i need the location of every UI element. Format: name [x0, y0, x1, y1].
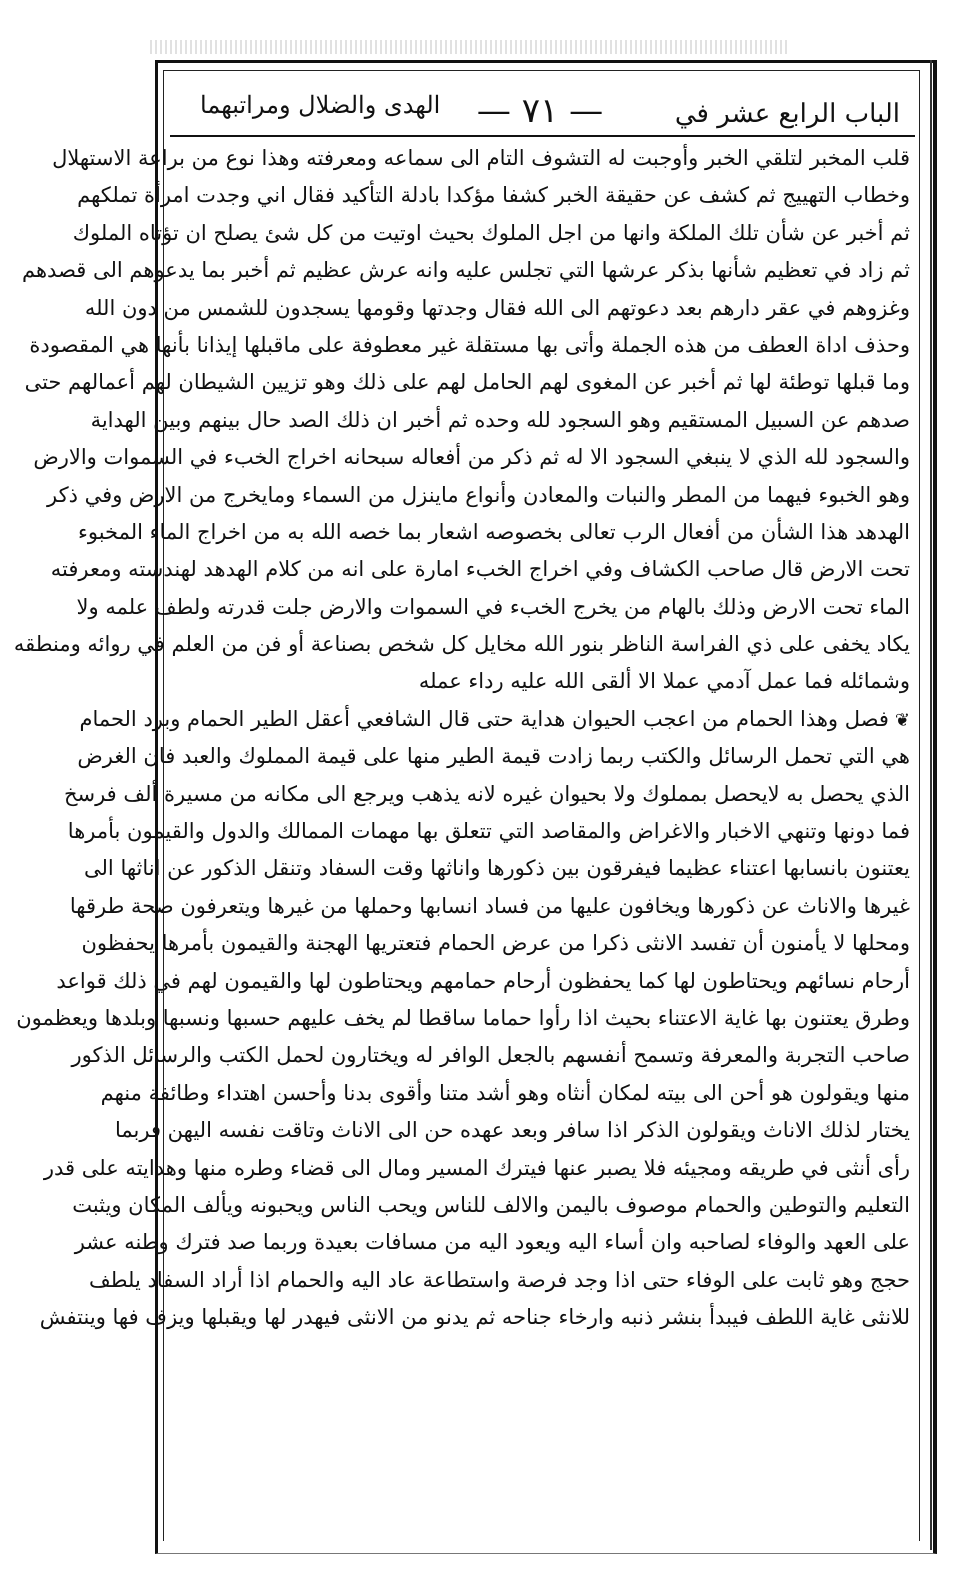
running-chapter-title: الباب الرابع عشر في: [674, 99, 900, 129]
text-line: والسجود لله الذي لا ينبغي السجود الا له ثم ذكر من أفعاله سبحانه اخراج الخبء في السموات والارض: [33, 445, 910, 470]
text-line: صاحب التجربة والمعرفة وتسمح أنفسهم بالجعل الوافر له ويختارون لحمل الكتب والرسائل الذكور: [71, 1043, 910, 1068]
text-line: التعليم والتوطين والحمام موصوف باليمن والالف للناس ويحب الناس ويحبونه ويألف المكان ويثبت: [72, 1192, 910, 1217]
text-line: على العهد والوفاء لصاحبه وان أساء اليه ويعود اليه من مسافات بعيدة وربما صد فترك وطنه عشر: [74, 1230, 910, 1255]
text-line: الهدهد هذا الشأن من أفعال الرب تعالى بخصوصه اشعار بما خصه الله به من اخراج الماء المخبوء: [77, 519, 910, 544]
text-line: ثم زاد في تعظيم شأنها بذكر عرشها التي تجلس عليه وانه عرش عظيم ثم أخبر بما يدعوهم الى قصدهم: [22, 258, 910, 283]
text-line: يختار لذلك الاناث ويقولون الذكر اذا سافر وبعد عهده حن الى الاناث وتاقت نفسه اليهن فربما: [114, 1118, 910, 1143]
text-line: وطرق يعتنون بها غاية الاعتناء بحيث اذا رأوا حماما ساقطا لم يخف عليهم حسبها ونسبها وبلدها ويعظمون: [16, 1005, 910, 1030]
text-line: يعتنون بانسابها اعتناء عظيما فيفرقون بين ذكورها واناثها وقت السفاد وتنقل الذكور عن اناثها الى: [84, 856, 910, 881]
text-line: تحت الارض قال صاحب الكشاف وفي اخراج الخبء امارة على انه من كلام الهدهد لهندسته ومعرفته: [50, 557, 910, 582]
frame-side-rule: [930, 60, 932, 1550]
text-line: قلب المخبر لتلقي الخبر وأوجبت له التشوف التام الى سماعه ومعرفته وهذا نوع من براعة الاستهلال: [52, 146, 910, 170]
text-line: صدهم عن السبيل المستقيم وهو السجود لله وحده ثم أخبر ان ذلك الصد حال بينهم وبين الهداية: [90, 407, 910, 432]
page-header: [170, 85, 910, 133]
text-line: ومحلها لا يأمنون أن تفسد الانثى ذكرا من عرض الحمام فتعتريها الهجنة والقيمون بأمرها يحفظون: [81, 931, 910, 956]
text-line: فصل وهذا الحمام من اعجب الحيوان هداية حتى قال الشافعي أعقل الطير الحمام وبرد الحمام: [79, 706, 889, 731]
text-line: للانثى غاية اللطف فيبدأ بنشر ذنبه وارخاء جناحه ثم يدنو من الانثى فيهدر لها ويقبلها ويزف فها وينتفش: [39, 1305, 910, 1330]
page-number: — ٧١ —: [476, 91, 604, 131]
text-line: [175, 1337, 910, 1374]
text-line: وخطاب التهييج ثم كشف عن حقيقة الخبر كشفا مؤكدا بادلة التأكيد فقال اني وجدت امرأة تملكهم: [77, 183, 910, 208]
text-line: الذي يحصل به لايحصل بمملوك ولا بحيوان غيره لانه يذهب ويرجع الى مكانه من مسيرة ألف فرسخ: [63, 781, 910, 806]
text-line: أرحام نسائهم ويحتاطون لها كما يحفظون أرحام حمامهم ويحتاطون لها والقيمون لهم في ذلك قواعد: [56, 968, 910, 993]
page-body-text: [13, 140, 910, 1540]
header-rule: [170, 135, 915, 137]
text-line: ثم أخبر عن شأن تلك الملكة وانها من اجل الملوك بحيث اوتيت من كل شئ يصلح ان تؤتاه الملوك: [72, 220, 910, 245]
text-line: وشمائله فما عمل آدمي عملا الا ألقى الله عليه رداء عمله: [418, 669, 910, 694]
text-line: وغزوهم في عقر دارهم بعد دعوتهم الى الله فقال وجدتها وقومها يسجدون للشمس من دون الله: [84, 295, 910, 320]
text-line: يكاد يخفى على ذي الفراسة الناظر بنور الله مخايل كل شخص بصناعة أو فن من العلم في روائه ومنطقه: [13, 632, 910, 657]
text-line: رأى أنثى في طريقه ومجيئه فلا يصبر عنها فيترك المسير ومال الى قضاء وطره منها وهدايته على قدر: [43, 1155, 910, 1180]
text-line: منها ويقولون هو أحن الى بيته لمكان أنثاه وهو أشد متنا وأقوى بدنا وأحسن اهتداء وطائفة منهم: [100, 1080, 910, 1105]
page-top-smudge: [150, 40, 790, 54]
text-line: غيرها والاناث عن ذكورها ويخافون عليها من فساد انسابها وحملها من غيرها ويتعرفون صحة طرقها: [69, 893, 910, 918]
fasl-ornament-icon: ❦: [894, 709, 910, 731]
text-line: وهو الخبوء فيهما من المطر والنبات والمعادن وأنواع ماينزل من السماء ومايخرج من الارض وفي ذكر: [47, 482, 910, 507]
text-line: حجج وهو ثابت على الوفاء حتى اذا وجد فرصة واستطاعة عاد اليه والحمام اذا أراد السفاد يلطف: [89, 1267, 910, 1292]
text-line: وحذف اداة العطف من هذه الجملة وأتى بها مستقلة غير معطوفة على ماقبلها إيذانا بأنها هي المقصودة: [29, 332, 910, 357]
text-line: فما دونها وتنهي الاخبار والاغراض والمقاصد التي تتعلق بها مهمات الممالك والدول والقيمون بأمرها: [67, 819, 910, 844]
running-topic-title: الهدى والضلال ومراتبهما: [200, 91, 441, 119]
text-line: الماء تحت الارض وذلك بالهام من يخرج الخبء في السموات والارض جلت قدرته ولطف علمه ولا: [76, 594, 910, 619]
section-heading-line: [79, 701, 910, 738]
text-line: وما قبلها توطئة لها ثم أخبر عن المغوى لهم الحامل لهم على ذلك وهو تزيين الشيطان لهم أعمالهم حتى: [24, 370, 910, 395]
text-line: هي التي تحمل الرسائل والكتب ربما زادت قيمة الطير منها على قيمة المملوك والعبد فان الغرض: [77, 744, 910, 769]
